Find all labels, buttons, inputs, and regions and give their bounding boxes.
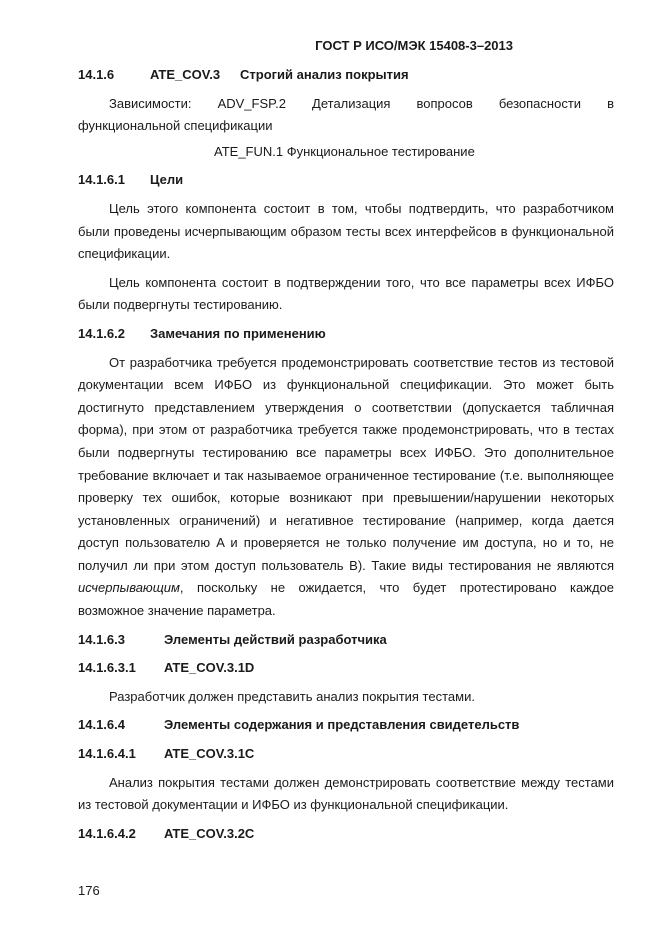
developer-action-text: Разработчик должен представить анализ покрытия тестами. (109, 688, 475, 704)
page-content (78, 64, 614, 851)
section-heading-14-1-6-3-1 (78, 657, 614, 680)
objectives-paragraph-2: Цель компонента состоит в подтверждении того, что все параметры всех ИФБО были подвергнуты тестированию. (78, 274, 614, 313)
section-heading-14-1-6-1 (78, 169, 614, 192)
section-number: 14.1.6.4.1 (78, 746, 136, 762)
section-number: 14.1.6.3.1 (78, 660, 136, 676)
section-number: 14.1.6 (78, 67, 115, 82)
notes-text-end: , поскольку не ожидается, что будет протестировано каждое возможное значение параметра. (78, 580, 614, 619)
section-number: 14.1.6.4 (78, 717, 125, 733)
section-title: Элементы действий разработчика (164, 631, 387, 647)
section-title: Цели (150, 172, 184, 188)
standard-header: ГОСТ Р ИСО/МЭК 15408-3–2013 (315, 38, 513, 53)
section-heading-14-1-6 (78, 64, 614, 87)
dependencies-line-1: Зависимости: ADV_FSP.2 Детализация вопросов безопасности в (109, 95, 614, 111)
component-code: ATE_COV.3 (150, 67, 221, 82)
section-title: Строгий анализ покрытия (240, 67, 409, 82)
page-number: 176 (78, 883, 100, 898)
section-title: Замечания по применению (150, 325, 326, 341)
section-heading-14-1-6-4-1 (78, 743, 614, 766)
section-heading-14-1-6-4 (78, 714, 614, 737)
dependencies-line-1-cont: функциональной спецификации (78, 118, 273, 134)
objectives-paragraph-1: Цель этого компонента состоит в том, чтобы подтвердить, что разработчиком были проведены исчерпывающим образом тесты всех интерфейсов в функциональной спецификации. (78, 200, 614, 262)
section-number: 14.1.6.1 (78, 172, 125, 188)
section-heading-14-1-6-2 (78, 323, 614, 346)
section-heading-14-1-6-4-2 (78, 823, 614, 846)
section-number: 14.1.6.3 (78, 631, 125, 647)
notes-italic-term: исчерпывающим (78, 580, 180, 596)
element-code: ATE_COV.3.1D (164, 660, 255, 676)
section-title: Элементы содержания и представления свидетельств (164, 717, 520, 733)
application-notes-paragraph (78, 352, 614, 623)
content-element-text: Анализ покрытия тестами должен демонстрировать соответствие между тестами из тестовой документации и ИФБО из функциональной спецификации. (78, 774, 614, 813)
section-heading-14-1-6-3 (78, 629, 614, 652)
section-number: 14.1.6.4.2 (78, 825, 136, 841)
element-code: ATE_COV.3.2C (164, 825, 255, 841)
section-number: 14.1.6.2 (78, 325, 125, 341)
element-code: ATE_COV.3.1C (164, 746, 255, 762)
notes-text-start: От разработчика требуется продемонстрировать соответствие тестов из тестовой документации всем ИФБО из функциональной спецификации. Это может быть достигнуто представлением утверждения о соответствии (допускается табличная форма), при этом от разработчика требуется также продемонстрировать, что в тестах были подвергнуты тестированию все параметры всех ИФБО. Это дополнительное требование включает и так называемое ограниченное тестирование (т.е. выполняющее проверку тех ошибок, которые возникают при превышении/нарушении некоторых установленных ограничений) и негативное тестирование (например, когда дается доступ пользователю A и проверяется не только получение им доступа, но и то, не получил ли при этом доступ пользователь B). Такие виды тестирования не являются (78, 354, 614, 573)
dependencies-line-2: ATE_FUN.1 Функциональное тестирование (214, 143, 475, 159)
